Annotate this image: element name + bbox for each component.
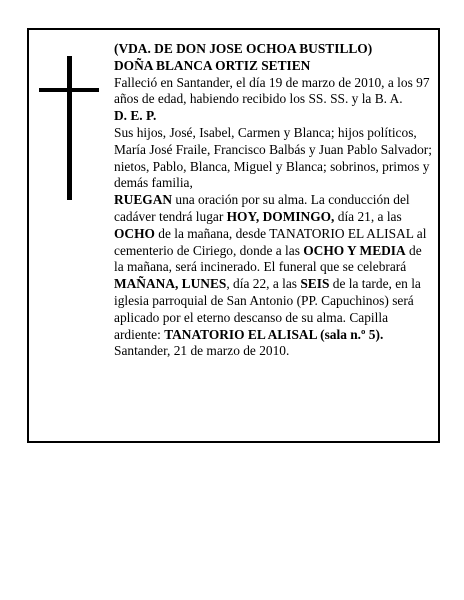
ceremony-text-1: una oración por su alma. La conducción del cadáver tendrá lugar: [114, 192, 410, 224]
ceremony-text-5: , día 22, a las: [226, 276, 301, 292]
cross-horizontal-bar: [39, 88, 99, 92]
notice-text: [114, 41, 434, 360]
cross-vertical-bar: [67, 56, 72, 200]
family-list: Sus hijos, José, Isabel, Carmen y Blanca; hijos políticos, María José Fraile, Francisco Balbás y Juan Pablo Salvador; nietos, Pablo, Blanca, Miguel y Blanca; sobrinos, primos y demás familia,: [114, 124, 432, 191]
deceased-name: DOÑA BLANCA ORTIZ SETIEN: [114, 57, 311, 73]
place-date: Santander, 21 de marzo de 2010.: [114, 343, 290, 359]
dep-line: D. E. P.: [114, 108, 157, 124]
manana-lunes: MAÑANA, LUNES: [114, 276, 227, 292]
ruegan-word: RUEGAN: [114, 192, 173, 208]
ceremony-text-6: de la tarde, en la iglesia parroquial de San Antonio (PP. Capuchinos) será aplicado por el eterno descanso de su alma. Capilla ardiente:: [114, 276, 421, 342]
ceremony-text-4: de la mañana, será incinerado. El funeral que se celebrará: [114, 242, 422, 275]
obituary-notice: [27, 28, 440, 443]
cross-icon: [39, 56, 99, 200]
tanatorio-el-alisal: TANATORIO EL ALISAL (sala n.º 5).: [164, 326, 384, 342]
ocho-y-media: OCHO Y MEDIA: [303, 242, 406, 258]
ceremony-text-3: de la mañana, desde TANATORIO EL ALISAL al cementerio de Ciriego, donde a las: [114, 225, 427, 258]
ceremony-text-2: día 21, a las: [334, 208, 402, 224]
hoy-domingo: HOY, DOMINGO,: [226, 208, 335, 224]
ceremony-details: [114, 192, 434, 343]
ocho: OCHO: [114, 225, 155, 241]
widow-of-line: (VDA. DE DON JOSE OCHOA BUSTILLO): [114, 41, 373, 56]
death-statement: Falleció en Santander, el día 19 de marzo de 2010, a los 97 años de edad, habiendo recibido los SS. SS. y la B. A.: [114, 74, 430, 107]
seis: SEIS: [300, 276, 330, 292]
